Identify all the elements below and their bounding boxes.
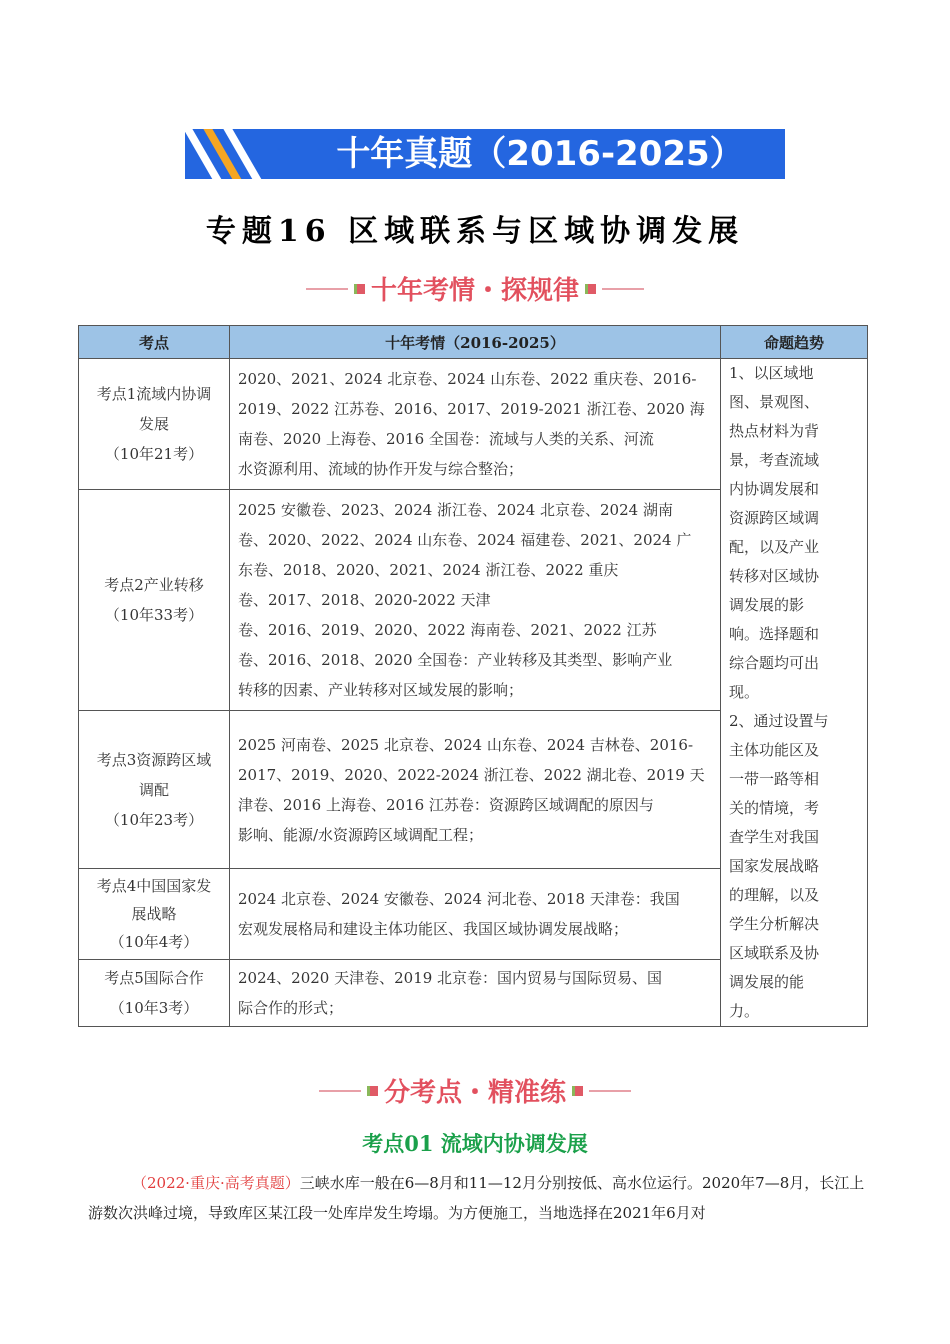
header-cell: 考点	[79, 326, 230, 359]
trend-line: 综合题均可出	[729, 654, 820, 672]
header-cell: 命题趋势	[721, 326, 868, 359]
banner-title: 十年真题（2016-2025）	[336, 134, 744, 174]
detail-cell: 2024、2020 天津卷、2019 北京卷：国内贸易与国际贸易、国 际合作的形式；	[230, 959, 721, 1026]
point-cell: 考点3资源跨区域 调配 （10年23考）	[79, 711, 230, 869]
trend-line: 热点材料为背	[729, 422, 820, 440]
detail-cell: 2020、2021、2024 北京卷、2024 山东卷、2022 重庆卷、2016- 2019、2022 江苏卷、2016、2017、2019-2021 浙江卷、2020 海 南卷、2020 上海卷、2016 全国卷：流域与人类的关系、河流 水资源利用、流域的协作开发与综合整治；	[230, 359, 721, 490]
header-cell: 十年考情（2016-2025）	[230, 326, 721, 359]
section-heading	[0, 1072, 950, 1109]
trend-line: 现。	[729, 683, 760, 701]
trend-line: 图、景观图、	[729, 393, 820, 411]
question-paragraph	[88, 1168, 868, 1228]
section-title: 十年考情・探规律	[370, 276, 579, 306]
exam-table	[78, 325, 868, 1027]
question-text: 三峡水库一般在6—8月和11—12月分别按低、高水位运行。2020年7—8月，长江上游数次洪峰过境，导致库区某江段一处库岸发生垮塌。为方便施工，当地选择在2021年6月对	[88, 1174, 865, 1222]
point-cell: 考点4中国国家发 展战略 （10年4考）	[79, 869, 230, 960]
trend-line: 主体功能区及	[729, 741, 820, 759]
trend-line: 国家发展战略	[729, 857, 820, 875]
trend-line: 查学生对我国	[729, 828, 820, 846]
detail-cell: 2025 安徽卷、2023、2024 浙江卷、2024 北京卷、2024 湖南 卷、2020、2022、2024 山东卷、2024 福建卷、2021、2024 广 东卷、2018、2020、2021、2024 浙江卷、2022 重庆 卷、2017、2018、2020-2022 天津 卷、2016、2019、2020、2022 海南卷、2021、2022 江苏 卷、2016、2018、2020 全国卷：产业转移及其类型、影响产业 转移的因素、产业转移对区域发展的影响；	[230, 489, 721, 710]
trend-line: 调发展的影	[729, 596, 805, 614]
table-header	[79, 326, 868, 359]
trend-line: 的理解，以及	[729, 886, 820, 904]
point-cell: 考点2产业转移 （10年33考）	[79, 489, 230, 710]
trend-line: 调发展的能	[729, 973, 805, 991]
trend-line: 配，以及产业	[729, 538, 820, 556]
trend-line: 内协调发展和	[729, 480, 820, 498]
trend-line: 转移对区域协	[729, 567, 820, 585]
trend-line: 区域联系及协	[729, 944, 820, 962]
trend-line: 2、通过设置与	[729, 712, 829, 730]
question-source: （2022·重庆·高考真题）	[132, 1174, 300, 1192]
trend-line: 一带一路等相	[729, 770, 820, 788]
trend-line: 学生分析解决	[729, 915, 820, 933]
section-heading	[0, 270, 950, 307]
header-banner	[185, 129, 785, 179]
section-title: 分考点・精准练	[383, 1078, 566, 1108]
point-cell: 考点1流域内协调 发展 （10年21考）	[79, 359, 230, 490]
trend-cell	[721, 359, 868, 1027]
trend-line: 资源跨区域调	[729, 509, 820, 527]
trend-line: 景，考查流域	[729, 451, 820, 469]
point-cell: 考点5国际合作 （10年3考）	[79, 959, 230, 1026]
detail-cell: 2025 河南卷、2025 北京卷、2024 山东卷、2024 吉林卷、2016- 2017、2019、2020、2022-2024 浙江卷、2022 湖北卷、2019 天 津卷、2016 上海卷、2016 江苏卷：资源跨区域调配的原因与 影响、能源/水资源跨区域调配工程；	[230, 711, 721, 869]
trend-line: 关的情境，考	[729, 799, 820, 817]
page-title: 专题16 区域联系与区域协调发展	[205, 214, 745, 249]
topic-subtitle: 考点01 流域内协调发展	[362, 1131, 588, 1156]
trend-line: 响。选择题和	[729, 625, 820, 643]
table-row	[79, 359, 868, 490]
trend-line: 1、以区域地	[729, 364, 814, 382]
trend-line: 力。	[729, 1002, 760, 1020]
detail-cell: 2024 北京卷、2024 安徽卷、2024 河北卷、2018 天津卷：我国 宏观发展格局和建设主体功能区、我国区域协调发展战略；	[230, 869, 721, 960]
